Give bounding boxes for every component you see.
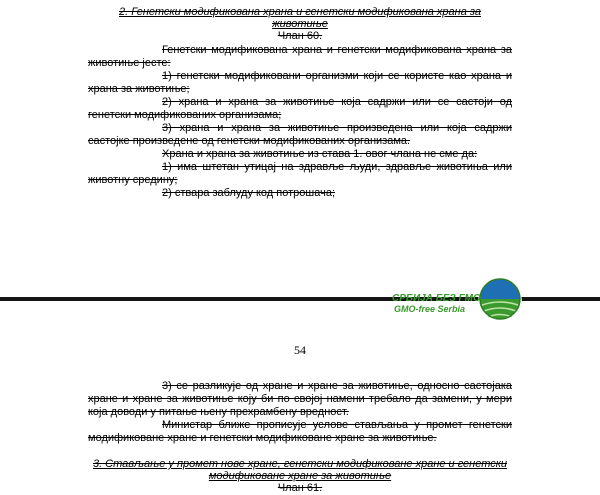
logo-text-cyrillic: СРБИЈА БЕЗ ГМО	[392, 293, 481, 304]
paragraph-1-line1: Генетски модификована храна и генетски модификована храна за	[162, 44, 512, 56]
page-number: 54	[294, 343, 306, 357]
next-section-heading-line2: модификоване хране за животиње	[208, 470, 392, 482]
paragraph-2: Храна и храна за животиње из става 1. овог члана не сме да:	[162, 148, 478, 160]
minister-paragraph-line1: Министар ближе прописује услове стављања у промет генетски	[162, 419, 512, 431]
article-61-title: Члан 61.	[277, 482, 323, 494]
logo-text-latin: GMO-free Serbia	[394, 304, 466, 314]
item-3-cont-line2: хране и хране за животиње коју би по својој намени требало да замени, у мери	[88, 393, 512, 405]
item-3-cont-line3: која доводи у питање њену прехрамбену вредност.	[88, 406, 349, 418]
subitem-1-line2: животну средину;	[88, 174, 178, 186]
item-3-cont-line1: 3) се разликује од хране и хране за животиње, односно састојака	[162, 380, 512, 392]
item-1-line2: храна за животиње;	[88, 83, 190, 95]
next-section-heading-line1: 3. Стављање у промет нове хране, генетски модификоване хране и генетски	[92, 458, 508, 470]
item-3-line2: састојке произведене од генетски модификованих организама.	[88, 135, 411, 147]
section-heading-line2: животиње	[272, 18, 328, 30]
section-heading-line1: 2. Генетски модификована храна и генетски модификована храна за	[118, 6, 482, 18]
item-2-line2: генетски модификованих организама;	[88, 109, 282, 121]
minister-paragraph-line2: модификоване хране и генетски модификоване хране за животиње.	[88, 432, 437, 444]
article-60-title: Члан 60.	[277, 30, 323, 42]
subitem-1-line1: 1) има штетан утицај на здравље људи, здравље животиња или	[162, 161, 512, 173]
item-2-line1: 2) храна и храна за животиње која садржи или се састоји од	[162, 96, 512, 108]
subitem-2: 2) ствара заблуду код потрошача;	[162, 187, 335, 199]
item-3-line1: 3) храна и храна за животиње произведена или која садржи	[162, 122, 512, 134]
item-1-line1: 1) генетски модификовани организми који се користе као храна и	[162, 70, 512, 82]
gmo-free-serbia-logo	[392, 277, 524, 327]
paragraph-1-line2: животиње јесте:	[88, 57, 171, 69]
